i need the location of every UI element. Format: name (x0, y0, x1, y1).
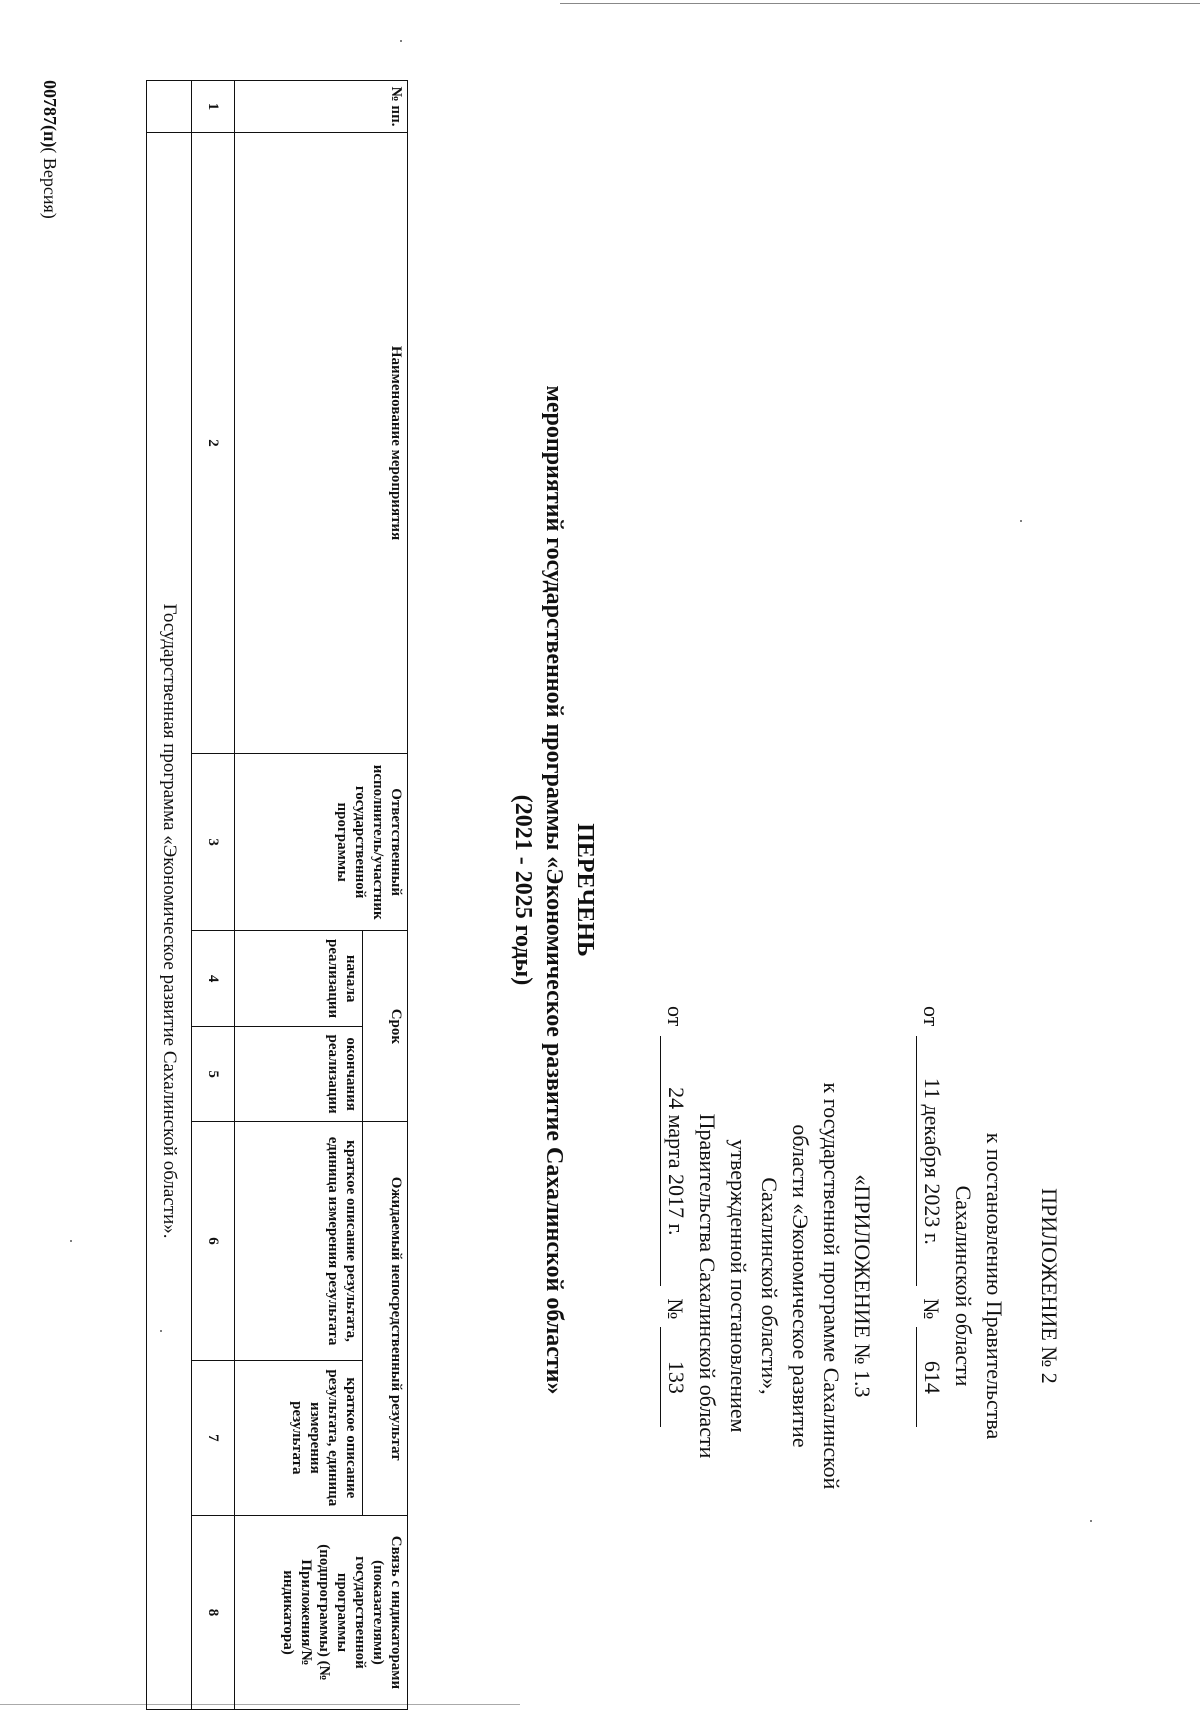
activities-table (146, 80, 408, 1710)
header-term-start: начала реализации (235, 931, 363, 1027)
header-term-end: окончания реализации (235, 1026, 363, 1122)
header-expected-b: краткое описание результата, единица измерения результата (235, 1360, 363, 1515)
original-appendix-heading: «ПРИЛОЖЕНИЕ № 1.3 (850, 1174, 875, 1398)
header-expected: Ожидаемый непосредственный результат (363, 1122, 408, 1516)
header-expected-a: краткое описание результата, единица измерения результата (235, 1122, 363, 1360)
original-appendix-line: области «Экономическое развитие (788, 1124, 813, 1448)
document-code: 00787(п) (40, 80, 60, 148)
original-appendix-number: 133 (660, 1327, 692, 1427)
original-appendix-line: утвержденной постановлением (726, 1139, 751, 1433)
column-number: 7 (192, 1360, 235, 1515)
from-prefix: от (663, 1006, 688, 1027)
original-appendix-date: 24 марта 2017 г. (660, 1036, 692, 1286)
program-row (147, 81, 192, 1710)
header-responsible: Ответственный исполнитель/участник государственной программы (235, 753, 408, 930)
column-number: 8 (192, 1515, 235, 1709)
document-footer (39, 80, 60, 219)
column-number: 5 (192, 1026, 235, 1122)
number-sign: № (919, 1298, 944, 1320)
appendix-date-line (916, 1006, 948, 1566)
appendix-to-line: Сахалинской области (951, 1185, 976, 1387)
column-number-row (192, 81, 235, 1710)
from-prefix: от (919, 1006, 944, 1027)
original-appendix-line: Правительства Сахалинской области (695, 1113, 720, 1459)
column-number: 6 (192, 1122, 235, 1360)
original-appendix-date-line (660, 1006, 692, 1566)
header-term: Срок (363, 931, 408, 1122)
document-version: ( Версия) (40, 147, 60, 219)
program-row-title: Государственная программа «Экономическое развитие Сахалинской области». (147, 133, 192, 1710)
number-sign: № (663, 1298, 688, 1320)
appendix-to-line: к постановлению Правительства (982, 1132, 1007, 1440)
title-line: (2021 - 2025 годы) (510, 794, 536, 986)
program-row-num-cell (147, 81, 192, 133)
appendix-heading: ПРИЛОЖЕНИЕ № 2 (1037, 1188, 1062, 1384)
appendix-block (660, 1006, 1065, 1566)
title-line: мероприятий государственной программы «Экономическое развитие Сахалинской области» (541, 385, 567, 1395)
appendix-date: 11 декабря 2023 г. (916, 1036, 948, 1286)
column-number: 4 (192, 931, 235, 1027)
table-header-row (363, 81, 408, 1710)
column-number: 1 (192, 81, 235, 133)
column-number: 2 (192, 133, 235, 754)
header-name: Наименование мероприятия (235, 133, 408, 754)
original-appendix-line: Сахалинской области», (757, 1177, 782, 1395)
original-appendix-line: к государственной программе Сахалинской (819, 1082, 844, 1490)
column-number: 3 (192, 753, 235, 930)
header-num: № пп. (235, 81, 408, 133)
title-line: ПЕРЕЧЕНЬ (572, 823, 598, 957)
appendix-number: 614 (916, 1327, 948, 1427)
header-link: Связь с индикаторами (показателями) государственной программы (подпрограммы) (№ Приложения/№ индикатора) (235, 1515, 408, 1709)
document-title (507, 140, 600, 1640)
